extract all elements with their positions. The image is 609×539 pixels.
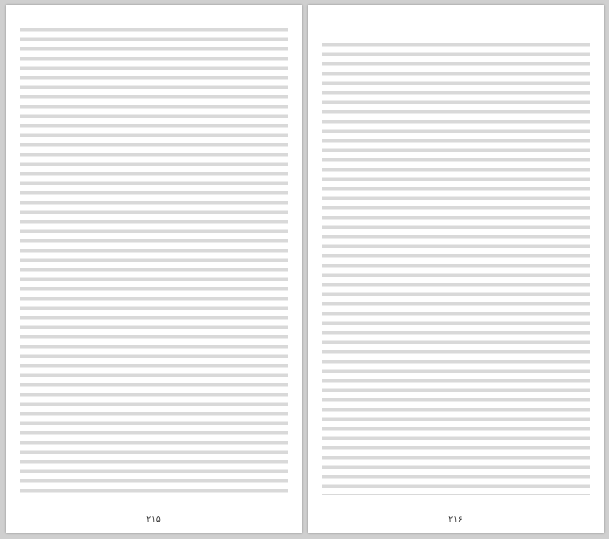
- right-page-body: [322, 40, 590, 495]
- left-page-body: [20, 25, 288, 493]
- right-page-number: ۲۱۶: [448, 515, 463, 525]
- left-page-number: ۲۱۵: [146, 515, 161, 525]
- right-page: [308, 5, 604, 533]
- left-page: [6, 5, 302, 533]
- section-heading: [322, 29, 590, 38]
